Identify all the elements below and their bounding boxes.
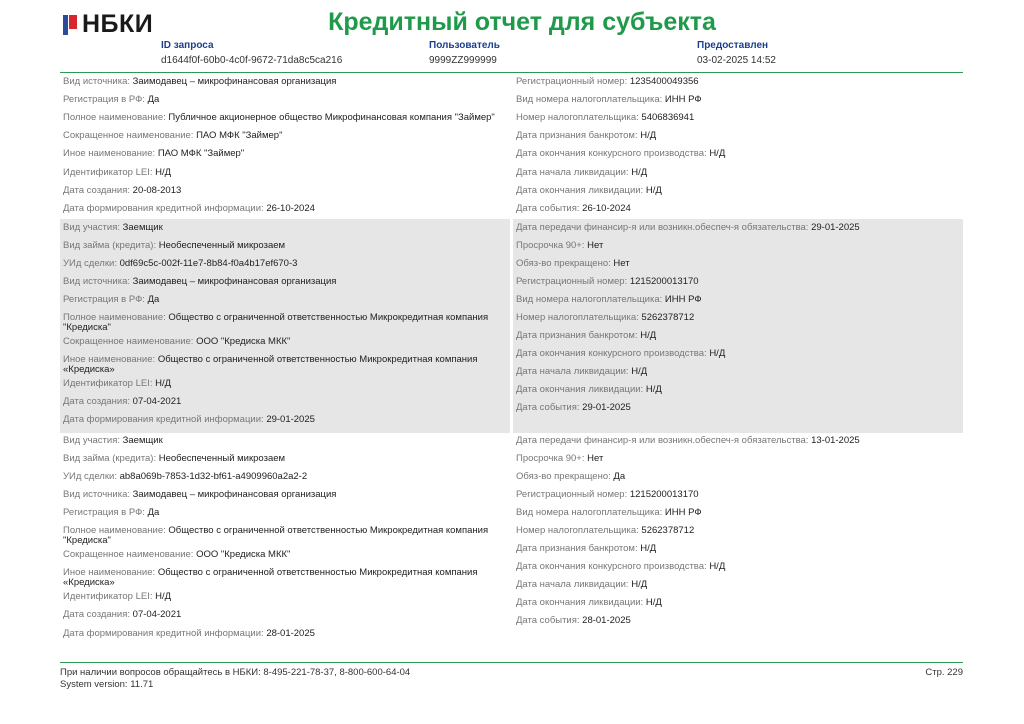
field-label: Дата окончания ликвидации:	[516, 185, 646, 196]
field-value: ab8a069b-7853-1d32-bf61-a4909960a2a2-2	[119, 471, 308, 482]
field-row	[63, 568, 506, 588]
field-value: Общество с ограниченной ответственностью Микрокредитная компания "Кредиска"	[63, 525, 489, 546]
loan-record-block	[60, 433, 963, 647]
right-column	[513, 433, 963, 647]
field-value: 1235400049356	[629, 76, 699, 87]
field-label: Вид займа (кредита):	[63, 453, 159, 464]
field-label: Дата окончания ликвидации:	[516, 384, 646, 395]
field-label: Дата окончания ликвидации:	[516, 597, 646, 608]
field-row	[63, 241, 506, 251]
field-row	[63, 131, 506, 141]
field-row	[516, 77, 959, 87]
field-row	[516, 562, 959, 572]
field-row	[63, 490, 506, 500]
field-value: 29-01-2025	[811, 222, 860, 233]
footer-version: System version: 11.71	[60, 679, 154, 690]
field-row	[516, 313, 959, 323]
field-value: Н/Д	[709, 148, 726, 159]
field-value: ИНН РФ	[664, 294, 702, 305]
logo-text: НБКИ	[82, 10, 154, 38]
field-row	[516, 580, 959, 590]
field-label: Регистрация в РФ:	[63, 94, 148, 105]
field-row	[63, 397, 506, 407]
loan-record-block	[60, 219, 963, 433]
field-value: ИНН РФ	[664, 507, 702, 518]
field-label: Сокращенное наименование:	[63, 549, 197, 560]
field-label: Вид участия:	[63, 222, 123, 233]
field-value: Да	[613, 471, 626, 482]
field-row	[516, 544, 959, 554]
footer-divider	[60, 662, 963, 663]
field-label: Полное наименование:	[63, 525, 169, 536]
field-value: Заемщик	[122, 435, 163, 446]
field-row	[516, 349, 959, 359]
field-row	[63, 379, 506, 389]
field-row	[516, 131, 959, 141]
field-value: 1215200013170	[629, 489, 699, 500]
field-value: Н/Д	[645, 185, 662, 196]
field-value: Н/Д	[640, 543, 657, 554]
field-row	[63, 355, 506, 375]
field-row	[516, 113, 959, 123]
field-value: Нет	[587, 240, 604, 251]
field-row	[516, 616, 959, 626]
field-row	[63, 223, 506, 233]
field-row	[63, 77, 506, 87]
field-row	[63, 149, 506, 159]
field-row	[63, 629, 506, 639]
field-row	[516, 259, 959, 269]
field-row	[63, 113, 506, 123]
field-value: ПАО МФК "Займер"	[196, 130, 283, 141]
field-label: Дата передачи финансир-я или возникн.обеспеч-я обязательства:	[516, 435, 812, 446]
field-value: Общество с ограниченной ответственностью Микрокредитная компания «Кредиска»	[63, 567, 478, 588]
field-label: Дата признания банкротом:	[516, 543, 641, 554]
field-value: Н/Д	[631, 579, 648, 590]
field-label: Дата события:	[516, 402, 583, 413]
field-row	[63, 592, 506, 602]
field-label: Дата формирования кредитной информации:	[63, 203, 267, 214]
provided-value: 03-02-2025 14:52	[697, 55, 776, 66]
field-row	[516, 367, 959, 377]
field-value: ООО "Кредиска МКК"	[196, 549, 291, 560]
field-value: 07-04-2021	[132, 396, 182, 407]
field-row	[516, 436, 959, 446]
field-label: Идентификатор LEI:	[63, 591, 156, 602]
field-label: Регистрационный номер:	[516, 76, 630, 87]
field-row	[516, 403, 959, 413]
field-value: 28-01-2025	[582, 615, 631, 626]
field-label: Дата начала ликвидации:	[516, 167, 632, 178]
field-value: Необеспеченный микрозаем	[158, 453, 286, 464]
request-id-value: d1644f0f-60b0-4c0f-9672-71da8c5ca216	[161, 55, 343, 66]
footer-contact: При наличии вопросов обращайтесь в НБКИ: 8-495-221-78-37, 8-800-600-64-04	[60, 667, 411, 678]
field-row	[63, 295, 506, 305]
field-label: Дата признания банкротом:	[516, 330, 641, 341]
field-label: УИд сделки:	[63, 258, 120, 269]
field-label: Дата создания:	[63, 396, 133, 407]
field-value: 5406836941	[641, 112, 695, 123]
field-value: 5262378712	[641, 312, 695, 323]
field-row	[516, 277, 959, 287]
field-row	[516, 598, 959, 608]
field-row	[516, 472, 959, 482]
field-value: 20-08-2013	[132, 185, 182, 196]
field-row	[516, 149, 959, 159]
field-value: ИНН РФ	[664, 94, 702, 105]
field-value: Н/Д	[645, 597, 662, 608]
page-number: Стр. 229	[925, 667, 963, 678]
field-row	[63, 313, 506, 333]
field-value: Нет	[613, 258, 630, 269]
page-title: Кредитный отчет для субъекта	[328, 8, 716, 36]
field-value: Н/Д	[709, 348, 726, 359]
field-row	[63, 204, 506, 214]
field-label: Регистрационный номер:	[516, 489, 630, 500]
right-column	[513, 74, 963, 218]
field-row	[63, 95, 506, 105]
field-row	[63, 610, 506, 620]
field-label: Вид источника:	[63, 76, 133, 87]
field-label: Дата создания:	[63, 609, 133, 620]
field-label: Вид номера налогоплательщика:	[516, 94, 665, 105]
provided-label: Предоставлен	[697, 40, 769, 51]
field-row	[63, 508, 506, 518]
field-value: Заимодавец – микрофинансовая организация	[132, 276, 337, 287]
field-row	[516, 241, 959, 251]
field-value: Н/Д	[155, 378, 172, 389]
field-label: Дата формирования кредитной информации:	[63, 628, 267, 639]
field-label: Дата окончания конкурсного производства:	[516, 148, 710, 159]
footer	[60, 667, 410, 691]
left-column	[60, 219, 510, 433]
field-row	[63, 259, 506, 269]
right-column	[513, 219, 963, 433]
field-label: Иное наименование:	[63, 354, 158, 365]
field-label: Просрочка 90+:	[516, 453, 588, 464]
field-value: Нет	[587, 453, 604, 464]
field-value: Н/Д	[155, 591, 172, 602]
field-label: Просрочка 90+:	[516, 240, 588, 251]
field-row	[63, 168, 506, 178]
field-value: Да	[147, 507, 160, 518]
user-group	[429, 40, 500, 66]
field-value: 1215200013170	[629, 276, 699, 287]
field-label: Регистрация в РФ:	[63, 507, 148, 518]
field-label: Регистрация в РФ:	[63, 294, 148, 305]
field-value: 07-04-2021	[132, 609, 182, 620]
field-row	[516, 204, 959, 214]
field-label: Регистрационный номер:	[516, 276, 630, 287]
request-id-group	[161, 40, 342, 66]
field-value: 29-01-2025	[266, 414, 315, 425]
field-row	[63, 454, 506, 464]
lender-block	[60, 74, 963, 218]
field-value: Необеспеченный микрозаем	[158, 240, 286, 251]
request-id-label: ID запроса	[161, 40, 214, 51]
left-column	[60, 74, 510, 218]
field-row	[516, 385, 959, 395]
field-label: Номер налогоплательщика:	[516, 525, 642, 536]
field-row	[516, 295, 959, 305]
field-row	[63, 277, 506, 287]
field-label: Вид номера налогоплательщика:	[516, 294, 665, 305]
field-label: Номер налогоплательщика:	[516, 312, 642, 323]
field-value: ПАО МФК "Займер"	[157, 148, 245, 159]
field-label: Сокращенное наименование:	[63, 336, 197, 347]
field-value: Н/Д	[640, 330, 657, 341]
field-value: 29-01-2025	[582, 402, 631, 413]
field-value: Н/Д	[645, 384, 662, 395]
field-value: ООО "Кредиска МКК"	[196, 336, 291, 347]
field-label: Обяз-во прекращено:	[516, 471, 614, 482]
field-value: Да	[147, 94, 160, 105]
field-label: Вид источника:	[63, 489, 133, 500]
field-row	[63, 436, 506, 446]
field-row	[516, 526, 959, 536]
field-value: Заемщик	[122, 222, 163, 233]
field-label: Вид источника:	[63, 276, 133, 287]
field-label: Обяз-во прекращено:	[516, 258, 614, 269]
field-row	[516, 95, 959, 105]
field-value: Н/Д	[155, 167, 172, 178]
field-row	[63, 550, 506, 560]
field-value: Общество с ограниченной ответственностью Микрокредитная компания "Кредиска"	[63, 312, 489, 333]
field-row	[63, 472, 506, 482]
field-value: 5262378712	[641, 525, 695, 536]
field-label: Дата передачи финансир-я или возникн.обеспеч-я обязательства:	[516, 222, 812, 233]
user-label: Пользователь	[429, 40, 500, 51]
field-value: Общество с ограниченной ответственностью Микрокредитная компания «Кредиска»	[63, 354, 478, 375]
field-label: Дата события:	[516, 203, 583, 214]
field-label: Полное наименование:	[63, 112, 169, 123]
field-value: Заимодавец – микрофинансовая организация	[132, 76, 337, 87]
field-row	[63, 526, 506, 546]
field-label: Дата признания банкротом:	[516, 130, 641, 141]
field-row	[63, 415, 506, 425]
field-row	[516, 331, 959, 341]
field-value: Публичное акционерное общество Микрофинансовая компания "Займер"	[168, 112, 495, 123]
field-row	[516, 186, 959, 196]
field-label: Иное наименование:	[63, 148, 158, 159]
provided-group	[697, 40, 776, 66]
field-label: Вид участия:	[63, 435, 123, 446]
field-value: 13-01-2025	[811, 435, 860, 446]
field-value: Н/Д	[709, 561, 726, 572]
field-row	[516, 223, 959, 233]
field-label: Дата формирования кредитной информации:	[63, 414, 267, 425]
field-label: Идентификатор LEI:	[63, 167, 156, 178]
field-label: УИд сделки:	[63, 471, 120, 482]
field-label: Вид займа (кредита):	[63, 240, 159, 251]
field-value: Да	[147, 294, 160, 305]
field-label: Иное наименование:	[63, 567, 158, 578]
user-value: 9999ZZ999999	[429, 55, 497, 66]
left-column	[60, 433, 510, 647]
field-label: Идентификатор LEI:	[63, 378, 156, 389]
field-label: Полное наименование:	[63, 312, 169, 323]
field-value: 28-01-2025	[266, 628, 315, 639]
header-divider	[60, 72, 963, 73]
field-value: 26-10-2024	[582, 203, 631, 214]
field-value: 26-10-2024	[266, 203, 315, 214]
field-label: Сокращенное наименование:	[63, 130, 197, 141]
field-label: Дата события:	[516, 615, 583, 626]
field-label: Дата начала ликвидации:	[516, 366, 632, 377]
field-label: Дата начала ликвидации:	[516, 579, 632, 590]
field-value: Н/Д	[631, 366, 648, 377]
field-row	[516, 454, 959, 464]
field-row	[63, 186, 506, 196]
field-row	[516, 168, 959, 178]
field-value: Н/Д	[631, 167, 648, 178]
field-row	[516, 508, 959, 518]
field-label: Дата создания:	[63, 185, 133, 196]
field-label: Номер налогоплательщика:	[516, 112, 642, 123]
field-row	[63, 337, 506, 347]
field-value: Заимодавец – микрофинансовая организация	[132, 489, 337, 500]
field-value: 0df69c5c-002f-11e7-8b84-f0a4b17ef670-3	[119, 258, 298, 269]
field-value: Н/Д	[640, 130, 657, 141]
field-row	[516, 490, 959, 500]
field-label: Дата окончания конкурсного производства:	[516, 561, 710, 572]
field-label: Вид номера налогоплательщика:	[516, 507, 665, 518]
field-label: Дата окончания конкурсного производства:	[516, 348, 710, 359]
